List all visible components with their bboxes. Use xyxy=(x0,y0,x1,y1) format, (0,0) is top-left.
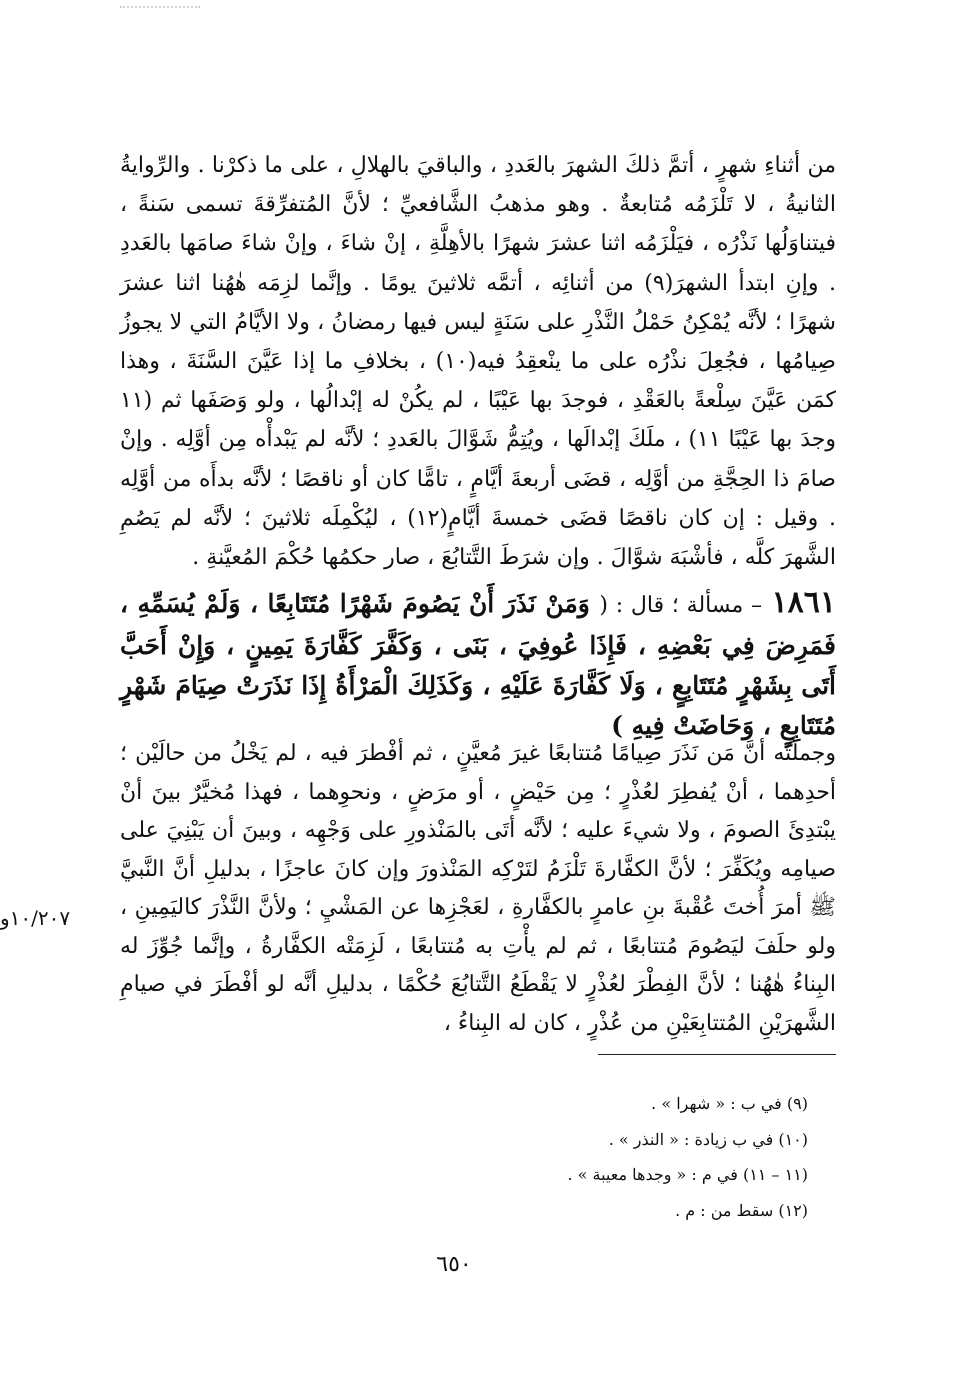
footnote-item: (١١ – ١١) في م : « وجدها معيبة » . xyxy=(567,1165,808,1184)
paragraph-1: من أثناءِ شهرٍ ، أتمَّ ذلكَ الشهرَ بالعَددِ ، والباقيَ بالهلالِ ، على ما ذكرْنا . والرِّوايةُ الثانيةُ ، لا تَلْزَمُه مُتابعةٌ . وهو مذهبُ الشَّافعيِّ ؛ لأنَّ المُتفرِّقةَ تسمى سَنةً ، فيتناوَلُها نَذْرُه ، فيَلْزَمُه اثنا عشرَ شهرًا بالأهِلَّةِ ، إنْ شاءَ ، وإنْ شاءَ صامَها بالعَددِ . وإنِ ابتدأ الشهرَ(٩) من أثنائِه ، أتمَّه ثلاثينَ يومًا . وإنَّما لزِمَه هٰهُنا اثنا عشرَ شهرًا ؛ لأنَّه يُمْكِنُ حَمْلُ النَّذْرِ على سَنَةٍ ليس فيها رمضانُ ، ولا الأيَّامُ التي لا يجوزُ صِيامُها ، فجُعِلَ نذْرُه على ما ينْعقِدُ فيه(١٠) ، بخلافِ ما إذا عَيَّنَ السَّنَةَ ، وهذا كمَن عَيَّنَ سِلْعةً بالعَقْدِ ، فوجدَ بها عَيْبًا ، لم يكُنْ له إبْدالُها ، ولو وَصَفَها ثم (١١ وجدَ بها عَيْبًا ١١) ، ملَكَ إبْدالَها ، ويُتِمُّ شَوَّالَ بالعَددِ ؛ لأنَّه لم يَبْدأْه مِن أوَّلِه . وإنْ صامَ ذا الحِجَّةِ من أوَّلِه ، قضَى أربعةَ أيَّامٍ ، تامًّا كان أو ناقصًا ؛ لأنَّه بدأَه من أوَّلِه . وقيل : إن كان ناقصًا قضَى خمسةَ أيَّامٍ(١٢) ، ليُكْمِلَه ثلاثينَ ؛ لأنَّه لم يَصُمِ الشَّهرَ كلَّه ، فأشْبَهَ شوَّالَ . وإن شرَطَ التَّتابُعَ ، صار حكمُها حُكْمَ المُعيَّنةِ . xyxy=(120,153,837,571)
footnote-item: (١٢) سقط من : م . xyxy=(675,1200,808,1220)
page-number: ٦٥٠ xyxy=(436,1252,472,1277)
scan-artifact xyxy=(120,6,200,10)
footnotes xyxy=(300,1086,808,1228)
manuscript-margin-reference: ١٠/٢٠٧و xyxy=(0,906,71,930)
footnote-item: (١٠) في ب زيادة : « النذر » . xyxy=(608,1129,808,1149)
paragraph-3: وجملتُه أنَّ مَن نَذَرَ صِيامًا مُتتابعًا غيرَ مُعيَّنٍ ، ثم أفْطرَ فيه ، لم يَخْلُ من حالَيْن ؛ أحدِهما ، أنْ يُفطِرَ لعُذْرٍ ؛ مِن حَيْضٍ ، أو مرَضٍ ، ونحوِهما ، فهذا مُخيَّرٌ بينَ أنْ يبْتدِئَ الصومَ ، ولا شيءَ عليه ؛ لأنَّه أتَى بالمَنْذورِ على وَجْهِه ، وبينَ أن يَبْنِيَ على صيامِه ويُكَفِّرَ ؛ لأنَّ الكفَّارةَ تَلْزَمُ لتَرْكِه المَنْذورَ وإن كانَ عاجزًا ، بدليلِ أنَّ النَّبيَّ ﷺ أمرَ أُختَ عُقْبةَ بنِ عامرٍ بالكفَّارةِ ، لعَجْزِها عن المَشْيِ ؛ ولأنَّ النَّذْرَ كاليَمِينِ ، ولو حلَفَ ليَصُومَ مُتتابعًا ، ثم لم يأْتِ به مُتتابعًا ، لَزِمَتْه الكفَّارةُ ، وإنَّما جُوِّزَ له البِناءُ هٰهُنا ؛ لأنَّ الفِطْرَ لعُذْرٍ لا يَقْطَعُ التَّتابُعَ حُكْمًا ، بدليلِ أنَّه لو أفْطَرَ في صيامِ الشَّهرَيْنِ المُتتابِعَيْنِ من عُذْرٍ ، كان له البِناءُ ، xyxy=(120,741,836,1036)
footnote-divider xyxy=(598,1054,836,1055)
footnote-item: (٩) في ب : « شهرا » . xyxy=(651,1094,808,1113)
issue-number: ١٨٦١ xyxy=(771,585,836,620)
issue-label: – مسألة ؛ قال : ( xyxy=(599,593,763,618)
issue-heading xyxy=(120,583,836,746)
issue-text: وَمَنْ نَذَرَ أَنْ يَصُومَ شَهْرًا مُتَتَابِعًا ، وَلَمْ يُسَمِّهِ ، فَمَرِضَ فِي بَعْضِهِ ، فَإِذَا عُوفِيَ ، بَنَى ، وَكَفَّرَ كَفَّارَةَ يَمِينٍ ، وَإِنْ أَحَبَّ أَتَى بِشَهْرٍ مُتَتَابِعٍ ، وَلَا كَفَّارَةَ عَلَيْهِ ، وَكَذَلِكَ الْمَرْأَةُ إِذَا نَذَرَتْ صِيَامَ شَهْرٍ مُتَتَابِعٍ ، وَحَاضَتْ فِيهِ ) xyxy=(120,589,836,740)
